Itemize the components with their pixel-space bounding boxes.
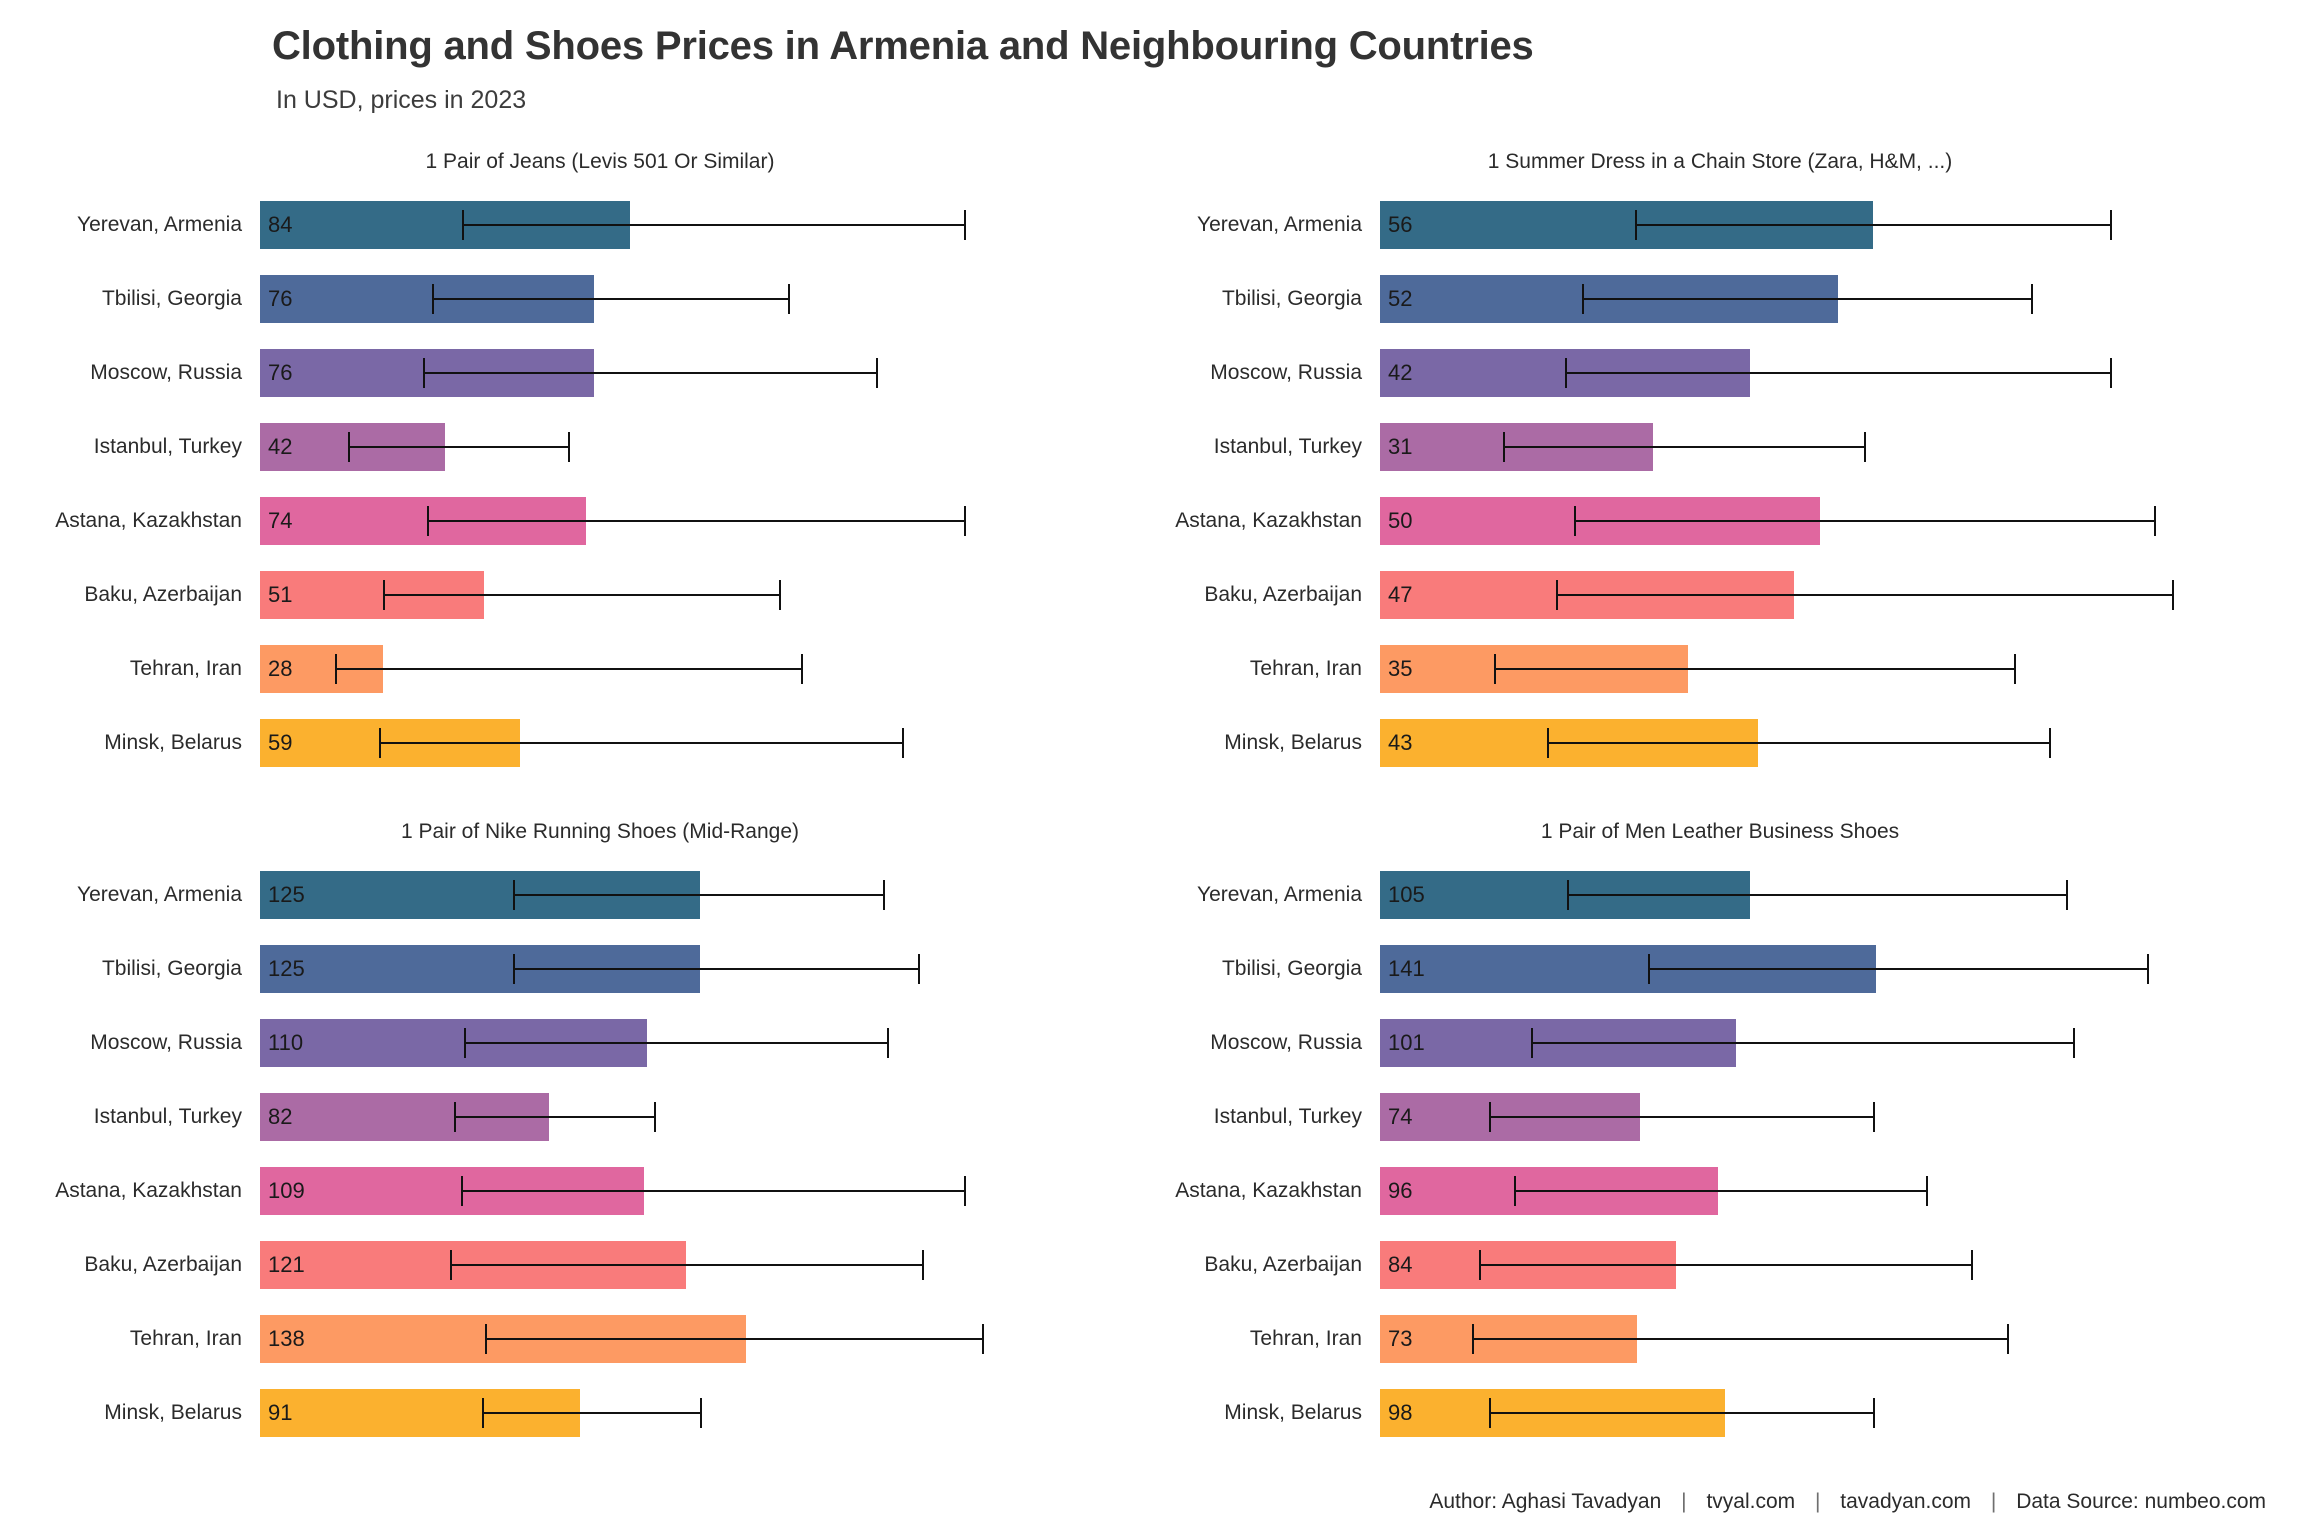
y-axis-label: Yerevan, Armenia — [77, 883, 242, 906]
error-bar-cap-low — [1514, 1176, 1516, 1206]
chart-row — [1180, 932, 2260, 1006]
bar-value-label: 110 — [268, 1030, 304, 1055]
error-bar-cap-high — [887, 1028, 889, 1058]
bar-track — [260, 558, 1140, 632]
error-bar-cap-low — [335, 654, 337, 684]
error-bar-cap-high — [801, 654, 803, 684]
bar-value-label: 73 — [1388, 1326, 1413, 1351]
bar-track — [1380, 932, 2260, 1006]
error-bar-cap-low — [464, 1028, 466, 1058]
bar-value-label: 50 — [1388, 508, 1413, 533]
footer-credits — [1429, 1490, 2266, 1514]
bar-track — [260, 1080, 1140, 1154]
error-bar-cap-low — [1635, 210, 1637, 240]
error-bar-cap-high — [964, 506, 966, 536]
y-axis-label: Yerevan, Armenia — [1197, 883, 1362, 906]
y-axis-label: Astana, Kazakhstan — [55, 509, 242, 532]
error-bar-line — [1567, 894, 2067, 896]
chart-row — [1180, 1080, 2260, 1154]
y-axis-label: Astana, Kazakhstan — [55, 1179, 242, 1202]
error-bar-line — [1489, 1412, 1873, 1414]
bar-value-label: 43 — [1388, 730, 1413, 755]
error-bar-cap-high — [1864, 432, 1866, 462]
chart-row — [1180, 1228, 2260, 1302]
bar-value-label: 121 — [268, 1252, 305, 1277]
bar-track — [260, 262, 1140, 336]
error-bar-cap-low — [461, 1176, 463, 1206]
bar-track — [1380, 1302, 2260, 1376]
y-axis-label: Tbilisi, Georgia — [1221, 287, 1362, 310]
bar-track — [260, 932, 1140, 1006]
panel-title: 1 Pair of Jeans (Levis 501 Or Similar) — [425, 150, 775, 173]
panel-nike-shoes — [55, 820, 1140, 1425]
error-bar-cap-low — [1556, 580, 1558, 610]
bar-value-label: 101 — [1388, 1030, 1425, 1055]
bar-value-label: 56 — [1388, 212, 1413, 237]
error-bar-line — [383, 594, 779, 596]
bar-value-label: 109 — [268, 1178, 305, 1203]
y-axis-label: Tehran, Iran — [129, 657, 242, 680]
bar-value-label: 84 — [1388, 1252, 1413, 1277]
y-axis-label: Moscow, Russia — [90, 1031, 242, 1054]
chart-row — [1175, 484, 2260, 558]
error-bar-line — [348, 446, 568, 448]
error-bar-cap-high — [2110, 358, 2112, 388]
bar-value-label: 28 — [268, 656, 293, 681]
bar-track — [260, 1228, 1140, 1302]
bar-value-label: 105 — [1388, 882, 1425, 907]
error-bar-line — [1547, 742, 2049, 744]
error-bar-line — [1489, 1116, 1873, 1118]
chart-row — [1180, 1006, 2260, 1080]
error-bar-cap-low — [379, 728, 381, 758]
y-axis-label: Moscow, Russia — [1210, 1031, 1362, 1054]
error-bar-cap-high — [1873, 1102, 1875, 1132]
error-bar-cap-high — [788, 284, 790, 314]
page-title: Clothing and Shoes Prices in Armenia and Neighbouring Countries — [272, 24, 1534, 68]
bar-value-label: 76 — [268, 360, 293, 385]
bar-value-label: 141 — [1388, 956, 1425, 981]
bar-value-label: 51 — [268, 582, 293, 607]
error-bar-cap-low — [423, 358, 425, 388]
chart-row — [60, 1080, 1140, 1154]
bar-value-label: 31 — [1388, 434, 1413, 459]
error-bar-cap-low — [348, 432, 350, 462]
bar-value-label: 42 — [1388, 360, 1413, 385]
footer-data-source: Data Source: numbeo.com — [2016, 1490, 2266, 1513]
error-bar-cap-low — [1565, 358, 1567, 388]
panel-title: 1 Summer Dress in a Chain Store (Zara, H&M, ...) — [1487, 150, 1953, 173]
footer-site-tavadyan[interactable]: tavadyan.com — [1840, 1490, 1972, 1513]
error-bar-line — [482, 1412, 700, 1414]
chart-row — [1180, 632, 2260, 706]
panel-jeans — [55, 150, 1140, 755]
error-bar-cap-low — [450, 1250, 452, 1280]
footer-separator-3: | — [1990, 1490, 1997, 1513]
bar-track — [260, 1376, 1140, 1450]
bar-value-label: 74 — [1388, 1104, 1413, 1129]
error-bar-cap-high — [876, 358, 878, 388]
error-bar-line — [485, 1338, 981, 1340]
error-bar-cap-high — [2147, 954, 2149, 984]
error-bar-cap-low — [1574, 506, 1576, 536]
bar-value-label: 52 — [1388, 286, 1413, 311]
bar-track — [1380, 410, 2260, 484]
error-bar-cap-high — [568, 432, 570, 462]
error-bar-cap-high — [654, 1102, 656, 1132]
bar-value-label: 96 — [1388, 1178, 1413, 1203]
panel-leather-shoes — [1175, 820, 2260, 1425]
error-bar-line — [335, 668, 801, 670]
y-axis-label: Moscow, Russia — [90, 361, 242, 384]
error-bar-line — [513, 894, 883, 896]
y-axis-label: Istanbul, Turkey — [93, 1105, 242, 1128]
chart-row — [60, 336, 1140, 410]
chart-row — [60, 1228, 1140, 1302]
bar-track — [260, 484, 1140, 558]
error-bar-cap-low — [383, 580, 385, 610]
bar-track — [260, 632, 1140, 706]
error-bar-line — [427, 520, 964, 522]
bar-track — [1380, 1376, 2260, 1450]
y-axis-label: Tbilisi, Georgia — [101, 957, 242, 980]
chart-row — [60, 706, 1140, 780]
error-bar-cap-low — [427, 506, 429, 536]
error-bar-line — [1648, 968, 2148, 970]
chart-row — [60, 858, 1140, 932]
error-bar-cap-low — [513, 954, 515, 984]
y-axis-label: Tehran, Iran — [1249, 657, 1362, 680]
y-axis-label: Minsk, Belarus — [1224, 1401, 1362, 1424]
error-bar-cap-low — [513, 880, 515, 910]
error-bar-cap-low — [482, 1398, 484, 1428]
error-bar-cap-high — [2049, 728, 2051, 758]
error-bar-cap-low — [1489, 1102, 1491, 1132]
y-axis-label: Tbilisi, Georgia — [101, 287, 242, 310]
chart-row — [60, 188, 1140, 262]
error-bar-line — [461, 1190, 964, 1192]
y-axis-label: Astana, Kazakhstan — [1175, 1179, 1362, 1202]
chart-row — [1180, 1302, 2260, 1376]
error-bar-cap-high — [2007, 1324, 2009, 1354]
error-bar-cap-low — [1489, 1398, 1491, 1428]
bar-track — [260, 1006, 1140, 1080]
y-axis-label: Minsk, Belarus — [1224, 731, 1362, 754]
error-bar-cap-high — [918, 954, 920, 984]
bar-track — [260, 858, 1140, 932]
y-axis-label: Baku, Azerbaijan — [84, 583, 242, 606]
chart-row — [60, 632, 1140, 706]
chart-row — [1180, 706, 2260, 780]
bar-track — [1380, 1228, 2260, 1302]
error-bar-cap-high — [2073, 1028, 2075, 1058]
error-bar-cap-high — [2066, 880, 2068, 910]
footer-site-tvyal[interactable]: tvyal.com — [1706, 1490, 1796, 1513]
error-bar-line — [1494, 668, 2013, 670]
chart-row — [60, 558, 1140, 632]
y-axis-label: Istanbul, Turkey — [93, 435, 242, 458]
error-bar-cap-high — [922, 1250, 924, 1280]
chart-row — [1180, 410, 2260, 484]
error-bar-line — [1556, 594, 2172, 596]
chart-row — [1180, 188, 2260, 262]
y-axis-label: Istanbul, Turkey — [1213, 435, 1362, 458]
y-axis-label: Tehran, Iran — [129, 1327, 242, 1350]
plot-area — [55, 188, 1140, 780]
bar-value-label: 91 — [268, 1400, 293, 1425]
y-axis-label: Baku, Azerbaijan — [1204, 1253, 1362, 1276]
bar-value-label: 84 — [268, 212, 293, 237]
bar-track — [1380, 1154, 2260, 1228]
bar-track — [1380, 484, 2260, 558]
bar-track — [1380, 188, 2260, 262]
error-bar-cap-high — [1926, 1176, 1928, 1206]
error-bar-line — [1479, 1264, 1972, 1266]
error-bar-cap-low — [462, 210, 464, 240]
chart-row — [1180, 858, 2260, 932]
error-bar-cap-low — [1582, 284, 1584, 314]
error-bar-line — [1574, 520, 2155, 522]
y-axis-label: Baku, Azerbaijan — [1204, 583, 1362, 606]
bar-track — [1380, 262, 2260, 336]
chart-row — [60, 410, 1140, 484]
panel-title: 1 Pair of Men Leather Business Shoes — [1540, 820, 1900, 843]
plot-area — [1175, 188, 2260, 780]
plot-area — [1175, 858, 2260, 1450]
y-axis-label: Baku, Azerbaijan — [84, 1253, 242, 1276]
error-bar-cap-low — [454, 1102, 456, 1132]
bar-value-label: 42 — [268, 434, 293, 459]
error-bar-line — [423, 372, 876, 374]
error-bar-cap-high — [2031, 284, 2033, 314]
error-bar-line — [1514, 1190, 1926, 1192]
chart-row — [60, 1006, 1140, 1080]
error-bar-cap-high — [2014, 654, 2016, 684]
bar-track — [1380, 558, 2260, 632]
error-bar-line — [1582, 298, 2031, 300]
chart-row — [60, 1376, 1140, 1450]
bar-track — [1380, 858, 2260, 932]
error-bar-line — [1472, 1338, 2007, 1340]
error-bar-cap-low — [1547, 728, 1549, 758]
bar-track — [260, 1154, 1140, 1228]
y-axis-label: Tbilisi, Georgia — [1221, 957, 1362, 980]
y-axis-label: Istanbul, Turkey — [1213, 1105, 1362, 1128]
plot-area — [55, 858, 1140, 1450]
chart-row — [60, 932, 1140, 1006]
bar-track — [1380, 706, 2260, 780]
chart-row — [1180, 336, 2260, 410]
error-bar-line — [1531, 1042, 2073, 1044]
bar-track — [1380, 336, 2260, 410]
bar-track — [1380, 1080, 2260, 1154]
y-axis-label: Yerevan, Armenia — [77, 213, 242, 236]
chart-row — [1180, 1376, 2260, 1450]
error-bar-cap-low — [1472, 1324, 1474, 1354]
bar-value-label: 138 — [268, 1326, 305, 1351]
error-bar-cap-high — [700, 1398, 702, 1428]
error-bar-cap-high — [1873, 1398, 1875, 1428]
chart-row — [55, 484, 1140, 558]
bar-value-label: 74 — [268, 508, 293, 533]
error-bar-cap-high — [883, 880, 885, 910]
bar-track — [260, 188, 1140, 262]
bar-track — [260, 410, 1140, 484]
error-bar-cap-high — [902, 728, 904, 758]
error-bar-cap-high — [964, 210, 966, 240]
y-axis-label: Tehran, Iran — [1249, 1327, 1362, 1350]
error-bar-cap-high — [2154, 506, 2156, 536]
error-bar-cap-high — [779, 580, 781, 610]
y-axis-label: Minsk, Belarus — [104, 1401, 242, 1424]
chart-row — [1180, 558, 2260, 632]
error-bar-cap-high — [964, 1176, 966, 1206]
bar-track — [1380, 1006, 2260, 1080]
y-axis-label: Astana, Kazakhstan — [1175, 509, 1362, 532]
error-bar-cap-low — [1648, 954, 1650, 984]
bar-value-label: 47 — [1388, 582, 1413, 607]
bar-track — [260, 336, 1140, 410]
chart-row — [1180, 262, 2260, 336]
chart-row — [1175, 1154, 2260, 1228]
error-bar-cap-low — [1531, 1028, 1533, 1058]
error-bar-cap-high — [2110, 210, 2112, 240]
panel-summer-dress — [1175, 150, 2260, 755]
bar-value-label: 82 — [268, 1104, 293, 1129]
bar-value-label: 125 — [268, 882, 305, 907]
error-bar-line — [513, 968, 918, 970]
footer-author: Author: Aghasi Tavadyan — [1429, 1490, 1662, 1513]
error-bar-cap-low — [1494, 654, 1496, 684]
error-bar-line — [454, 1116, 655, 1118]
error-bar-cap-low — [432, 284, 434, 314]
error-bar-cap-high — [2172, 580, 2174, 610]
bar-track — [1380, 632, 2260, 706]
error-bar-line — [462, 224, 964, 226]
error-bar-line — [379, 742, 903, 744]
error-bar-cap-high — [982, 1324, 984, 1354]
y-axis-label: Minsk, Belarus — [104, 731, 242, 754]
footer-separator-2: | — [1814, 1490, 1821, 1513]
error-bar-cap-low — [1567, 880, 1569, 910]
bar-value-label: 98 — [1388, 1400, 1413, 1425]
bar-value-label: 35 — [1388, 656, 1413, 681]
bar-value-label: 59 — [268, 730, 293, 755]
chart-row — [60, 262, 1140, 336]
error-bar-cap-low — [485, 1324, 487, 1354]
error-bar-line — [1503, 446, 1864, 448]
error-bar-line — [1635, 224, 2110, 226]
bar-track — [260, 1302, 1140, 1376]
y-axis-label: Yerevan, Armenia — [1197, 213, 1362, 236]
chart-row — [60, 1302, 1140, 1376]
page-subtitle: In USD, prices in 2023 — [276, 86, 527, 114]
error-bar-line — [432, 298, 788, 300]
error-bar-cap-high — [1971, 1250, 1973, 1280]
bar-track — [260, 706, 1140, 780]
error-bar-cap-low — [1503, 432, 1505, 462]
error-bar-line — [1565, 372, 2111, 374]
bar-value-label: 76 — [268, 286, 293, 311]
panel-title: 1 Pair of Nike Running Shoes (Mid-Range) — [400, 820, 800, 843]
error-bar-line — [464, 1042, 886, 1044]
chart-row — [55, 1154, 1140, 1228]
error-bar-cap-low — [1479, 1250, 1481, 1280]
bar-value-label: 125 — [268, 956, 305, 981]
y-axis-label: Moscow, Russia — [1210, 361, 1362, 384]
error-bar-line — [450, 1264, 922, 1266]
footer-separator-1: | — [1681, 1490, 1687, 1513]
